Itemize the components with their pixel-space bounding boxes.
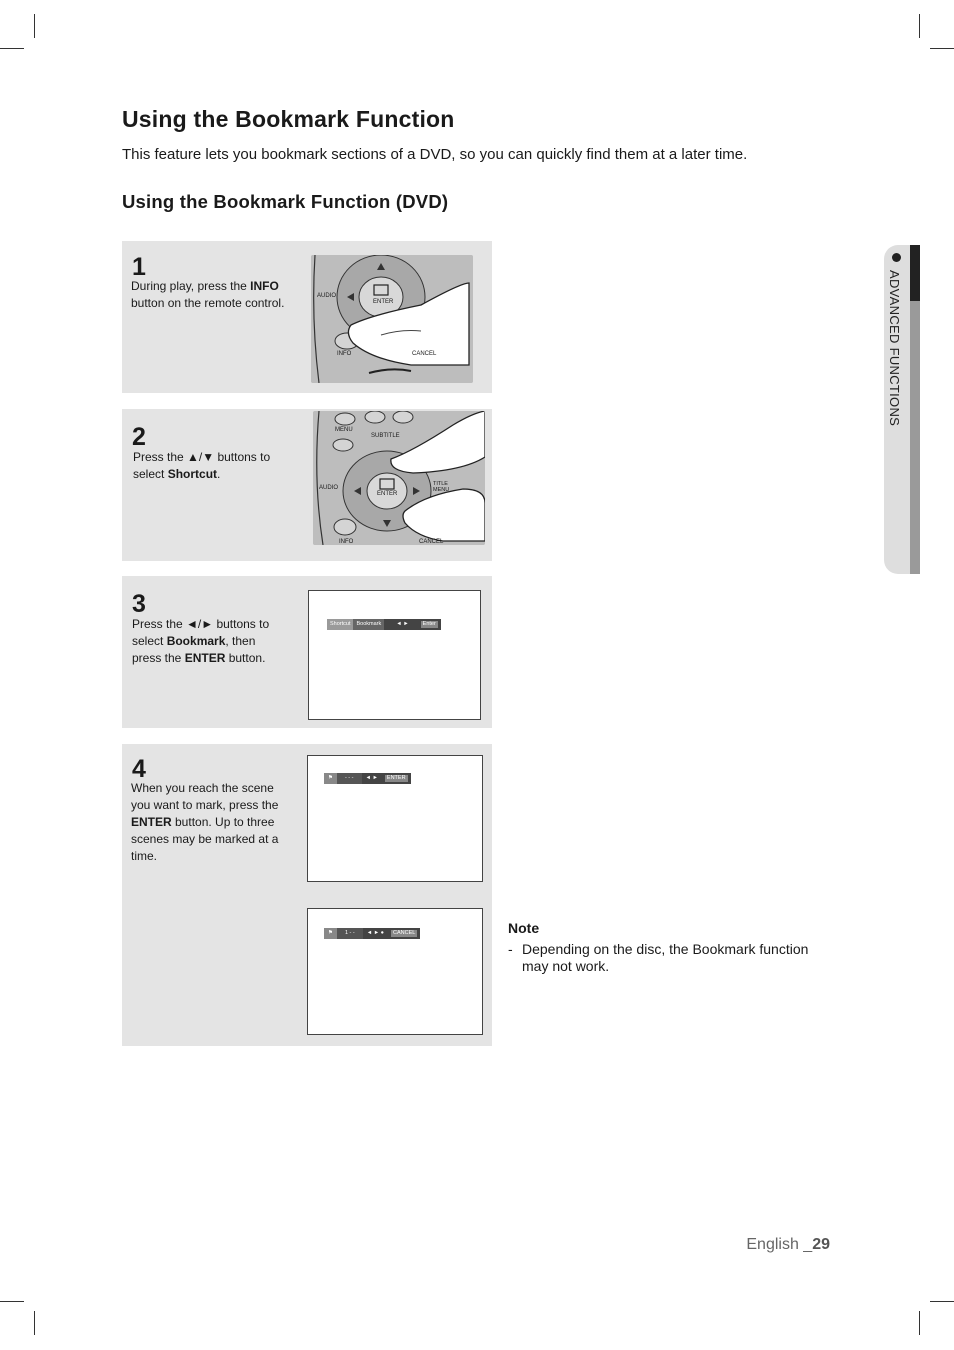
- section-subtitle: Using the Bookmark Function (DVD): [122, 191, 449, 212]
- remote-label-enter: ENTER: [373, 299, 394, 305]
- step-4-panel: [122, 744, 492, 1046]
- remote-label-cancel: CANCEL: [412, 351, 437, 357]
- tv-screen: [307, 908, 483, 1035]
- step-number: 3: [132, 590, 146, 618]
- osd-bookmark: Bookmark: [353, 619, 384, 630]
- osd-bar: [327, 619, 441, 630]
- remote-label-enter: ENTER: [377, 491, 398, 497]
- remote-control-illustration: [313, 411, 485, 545]
- osd-arrows-icon: ◄ ►: [362, 773, 382, 784]
- step-instruction: Press the ▲/▼ buttons to select Shortcut.: [133, 450, 271, 481]
- crop-mark: [930, 48, 954, 49]
- remote-label-cancel: CANCEL: [419, 539, 444, 545]
- crop-mark: [34, 14, 35, 38]
- step-instruction: When you reach the scene you want to mark, press the ENTER button. Up to three scenes may be marked at a time.: [131, 781, 279, 863]
- crop-mark: [919, 14, 920, 38]
- bookmark-icon: ⚑: [324, 773, 337, 784]
- step-3-panel: [122, 576, 492, 728]
- remote-control-illustration: [311, 255, 473, 383]
- osd-bar: [324, 773, 411, 784]
- remote-label-menu: MENU: [335, 427, 353, 433]
- step-instruction: During play, press the INFO button on the remote control.: [131, 279, 285, 310]
- crop-mark: [34, 1311, 35, 1335]
- bookmark-icon: ⚑: [324, 928, 337, 939]
- step-number: 1: [132, 253, 146, 281]
- remote-label-audio: AUDIO: [319, 485, 339, 491]
- osd-shortcut: Shortcut: [327, 619, 353, 630]
- section-tab-indicator: [910, 245, 920, 301]
- page-title: Using the Bookmark Function: [122, 106, 455, 132]
- page-footer: English _29: [746, 1236, 830, 1253]
- remote-label-info: INFO: [337, 351, 352, 357]
- step-number: 4: [132, 755, 146, 783]
- intro-text: This feature lets you bookmark sections of a DVD, so you can quickly find them at a later time.: [122, 146, 748, 163]
- note-text: Depending on the disc, the Bookmark function may not work.: [522, 941, 809, 974]
- note-title: Note: [508, 920, 540, 936]
- osd-cancel: CANCEL: [388, 928, 420, 939]
- remote-label-subtitle: SUBTITLE: [371, 433, 400, 439]
- osd-bar: [324, 928, 420, 939]
- osd-enter: Enter: [421, 619, 441, 630]
- tv-screen: [308, 590, 481, 720]
- crop-mark: [0, 1301, 24, 1302]
- bullet-icon: [892, 253, 901, 262]
- osd-enter: ENTER: [382, 773, 411, 784]
- crop-mark: [0, 48, 24, 49]
- remote-label-title-menu: TITLE MENU: [433, 481, 450, 493]
- step-instruction: Press the ◄/► buttons to select Bookmark, then press the ENTER button.: [132, 617, 270, 665]
- remote-control-image: [311, 255, 473, 383]
- tv-screen: [307, 755, 483, 882]
- step-1-panel: [122, 241, 492, 393]
- step-number: 2: [132, 423, 146, 451]
- page-number: 29: [812, 1236, 830, 1253]
- crop-mark: [930, 1301, 954, 1302]
- crop-mark: [919, 1311, 920, 1335]
- osd-slots: 1 - -: [337, 928, 363, 939]
- osd-arrows-icon: ◄ ►: [384, 619, 420, 630]
- osd-slots: - - -: [337, 773, 362, 784]
- remote-label-audio: AUDIO: [317, 293, 337, 299]
- note-dash: -: [508, 941, 513, 957]
- remote-label-info: INFO: [339, 539, 354, 545]
- step-2-panel: [122, 409, 492, 561]
- osd-arrows-icon: ◄ ► ●: [363, 928, 388, 939]
- section-tab-label: ADVANCED FUNCTIONS: [887, 270, 902, 427]
